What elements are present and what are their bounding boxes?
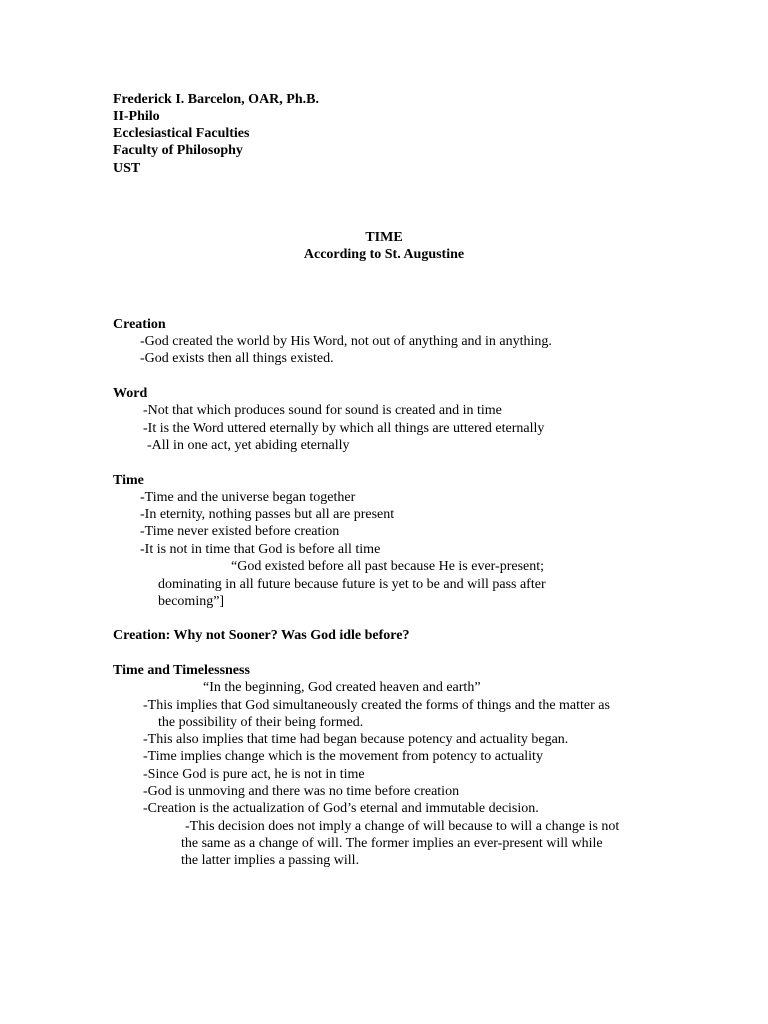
timelessness-item: -God is unmoving and there was no time before creation bbox=[143, 784, 460, 799]
section-heading-word: Word bbox=[113, 386, 148, 401]
author-school: UST bbox=[113, 161, 141, 176]
timelessness-subitem: the latter implies a passing will. bbox=[181, 853, 360, 868]
time-quote-line: dominating in all future because future is yet to be and will pass after bbox=[158, 577, 546, 592]
time-item: -Time and the universe began together bbox=[140, 490, 356, 505]
section-heading-creation: Creation bbox=[113, 317, 166, 332]
time-quote-line: “God existed before all past because He is ever-present; bbox=[231, 559, 545, 574]
page-title: TIME bbox=[365, 230, 403, 245]
timelessness-subitem: -This decision does not imply a change of will because to will a change is not bbox=[185, 819, 620, 834]
word-item: -All in one act, yet abiding eternally bbox=[147, 438, 350, 453]
creation-item: -God created the world by His Word, not out of anything and in anything. bbox=[140, 334, 552, 349]
section-heading-question: Creation: Why not Sooner? Was God idle before? bbox=[113, 628, 410, 643]
time-item: -In eternity, nothing passes but all are present bbox=[140, 507, 395, 522]
section-heading-time: Time bbox=[113, 473, 144, 488]
timelessness-item: -Since God is pure act, he is not in time bbox=[143, 767, 365, 782]
time-item: -Time never existed before creation bbox=[140, 524, 340, 539]
section-heading-timelessness: Time and Timelessness bbox=[113, 663, 250, 678]
word-item: -Not that which produces sound for sound is created and in time bbox=[143, 403, 502, 418]
author-name: Frederick I. Barcelon, OAR, Ph.B. bbox=[113, 92, 319, 107]
time-quote-line: becoming”] bbox=[158, 594, 225, 609]
timelessness-item: the possibility of their being formed. bbox=[158, 715, 364, 730]
timelessness-item: -This also implies that time had began because potency and actuality began. bbox=[143, 732, 569, 747]
timelessness-subitem: the same as a change of will. The former implies an ever-present will while bbox=[181, 836, 603, 851]
timelessness-item: -Time implies change which is the movement from potency to actuality bbox=[143, 749, 543, 764]
time-item: -It is not in time that God is before all time bbox=[140, 542, 381, 557]
author-faculty: Faculty of Philosophy bbox=[113, 143, 243, 158]
word-item: -It is the Word uttered eternally by which all things are uttered eternally bbox=[143, 421, 545, 436]
author-dept: Ecclesiastical Faculties bbox=[113, 126, 250, 141]
timelessness-quote: “In the beginning, God created heaven and earth” bbox=[203, 680, 481, 695]
author-year: II-Philo bbox=[113, 109, 160, 124]
timelessness-item: -This implies that God simultaneously created the forms of things and the matter as bbox=[143, 698, 610, 713]
creation-item: -God exists then all things existed. bbox=[140, 351, 334, 366]
timelessness-item: -Creation is the actualization of God’s eternal and immutable decision. bbox=[143, 801, 539, 816]
page-subtitle: According to St. Augustine bbox=[303, 247, 465, 262]
